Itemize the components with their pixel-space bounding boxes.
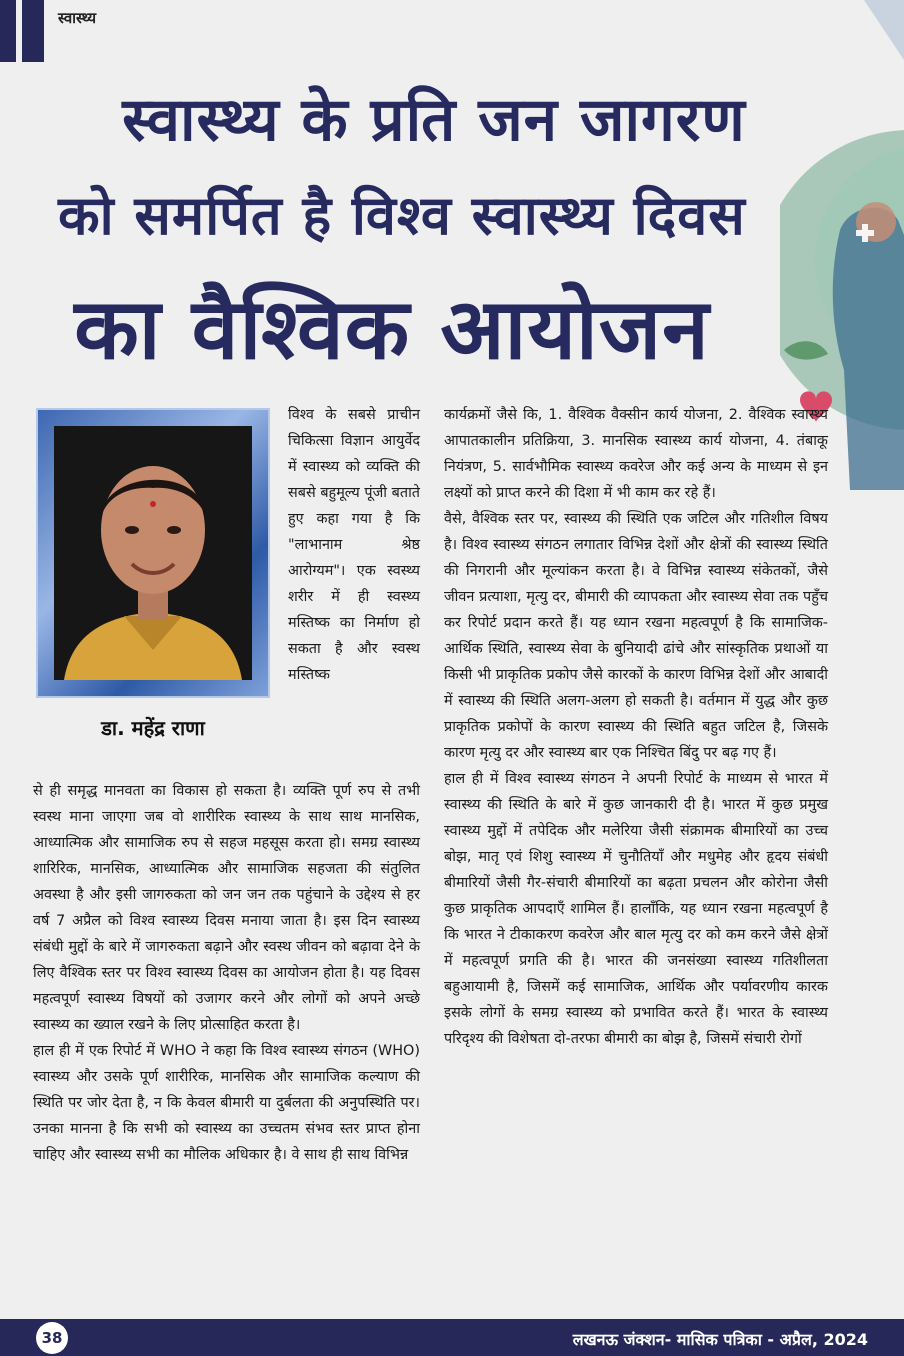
article-paragraph: वैसे, वैश्विक स्तर पर, स्वास्थ्य की स्थिति एक जटिल और गतिशील विषय है। विश्व स्वास्थ्य संगठन लगातार विभिन्न देशों और क्षेत्रों की स्वास्थ्य स्थिति की निगरानी और मूल्यांकन करता है। वे विभिन्न स्वास्थ्य संकेतकों, जैसे जीवन प्रत्याशा, मृत्यु दर, बीमारी की व्यापकता और स्वास्थ्य सेवा तक पहुँच कर रिपोर्ट प्रदान करते हैं। यह ध्यान रखना महत्वपूर्ण है कि सामाजिक-आर्थिक स्थिति, स्वास्थ्य सेवा के बुनियादी ढांचे और सांस्कृतिक प्रथाओं या किसी भी प्राकृतिक प्रकोप जैसे कारकों के कारण विभिन्न देशों और आबादी में स्वास्थ्य की स्थिति अलग-अलग हो सकती है। वर्तमान में युद्ध और कुछ प्राकृतिक प्रकोपों के कारण स्वास्थ्य की स्थिति बहुत जटिल है, जिसके कारण मृत्यु दर और स्वास्थ्य बार एक निश्चित बिंदु पर बढ़ गए हैं। — [444, 511, 828, 761]
section-tag-box — [22, 0, 44, 62]
article-paragraph: कार्यक्रमों जैसे कि, 1. वैश्विक वैक्सीन कार्य योजना, 2. वैश्विक स्वास्थ्य आपातकालीन प्रतिक्रिया, 3. मानसिक स्वास्थ्य कार्य योजना, 4. तंबाकू नियंत्रण, 5. सार्वभौमिक स्वास्थ्य कवरेज और कई अन्य के माध्यम से इन लक्ष्यों को प्राप्त करने की दिशा में भी काम कर रहे हैं। — [444, 407, 828, 501]
section-tag-bar — [0, 0, 16, 62]
headline-line-3: का वैश्विक आयोजन — [74, 280, 710, 378]
author-name: डा. महेंद्र राणा — [101, 716, 205, 740]
article-column-a — [288, 402, 420, 688]
author-photo — [54, 426, 252, 680]
headline-line-1: स्वास्थ्य के प्रति जन जागरण — [122, 85, 746, 155]
article-column-b — [33, 778, 420, 1168]
corner-decoration — [864, 0, 904, 60]
author-portrait-illustration — [54, 426, 252, 680]
article-paragraph: से ही समृद्ध मानवता का विकास हो सकता है। व्यक्ति पूर्ण रुप से तभी स्वस्थ माना जाएगा जब वो शारीरिक स्वास्थ्य के साथ साथ मानसिक, आध्यात्मिक और सामाजिक रुप से सहज महसूस करता हो। समग्र स्वास्थ्य शारिरिक, मानसिक, आध्यात्मिक और सामाजिक सहजता की संतुलित अवस्था है और इसी जागरुकता को जन जन तक पहुंचाने के उद्देश्य से हर वर्ष 7 अप्रैल को विश्व स्वास्थ्य दिवस मनाया जाता है। इस दिन स्वास्थ्य संबंधी मुद्दों के बारे में जागरुकता बढ़ाने और स्वस्थ जीवन को बढ़ावा देने के लिए वैश्विक स्तर पर विश्व स्वास्थ्य दिवस का आयोजन होता है। यह दिवस महत्वपूर्ण स्वास्थ्य विषयों को उजागर करने और लोगों को अपने अच्छे स्वास्थ्य का ख्याल रखने के लिए प्रोत्साहित करता है। — [33, 783, 420, 1033]
author-photo-frame — [36, 408, 270, 698]
article-paragraph: विश्व के सबसे प्राचीन चिकित्सा विज्ञान आयुर्वेद में स्वास्थ्य को व्यक्ति की सबसे बहुमूल्य पूंजी बताते हुए कहा गया है कि "लाभानाम श्रेष्ठ आरोग्यम"। एक स्वस्थ्य शरीर में ही स्वस्थ्य मस्तिष्क का निर्माण हो सकता है और स्वस्थ मस्तिष्क — [288, 407, 420, 683]
article-column-c — [444, 402, 828, 1052]
section-tag: स्वास्थ्य — [58, 9, 97, 27]
publication-name: लखनऊ जंक्शन- मासिक पत्रिका - अप्रैल, 2024 — [572, 1330, 868, 1349]
article-paragraph: हाल ही में विश्व स्वास्थ्य संगठन ने अपनी रिपोर्ट के माध्यम से भारत में स्वास्थ्य की स्थिति के बारे में कुछ जानकारी दी है। भारत में कुछ प्रमुख स्वास्थ्य मुद्दों में तपेदिक और मलेरिया जैसी संक्रामक बीमारियों का उच्च बोझ, मातृ एवं शिशु स्वास्थ्य में चुनौतियाँ और मधुमेह और हृदय संबंधी बीमारियों जैसी गैर-संचारी बीमारियों का बढ़ता प्रचलन और कोरोना जैसी कुछ प्राकृतिक आपदाएँ शामिल हैं। हालाँकि, यह ध्यान रखना महत्वपूर्ण है कि भारत ने टीकाकरण कवरेज और बाल मृत्यु दर को कम करने जैसे क्षेत्रों में महत्वपूर्ण प्रगति की है। भारत की जनसंख्या स्वास्थ्य गतिशीलता बहुआयामी है, जिसमें कई सामाजिक, आर्थिक और पर्यावरणीय कारक इसके लोगों के समग्र स्वास्थ्य को प्रभावित करते हैं। भारत के स्वास्थ्य परिदृश्य की विशेषता दो-तरफा बीमारी का बोझ है, जिसमें संचारी रोगों — [444, 771, 828, 1047]
page-number: 38 — [36, 1322, 68, 1354]
article-paragraph: हाल ही में एक रिपोर्ट में WHO ने कहा कि विश्व स्वास्थ्य संगठन (WHO) स्वास्थ्य और उसके पूर्ण शारीरिक, मानसिक और सामाजिक कल्याण की स्थिति पर जोर देता है, न कि केवल बीमारी या दुर्बलता की अनुपस्थिति पर। उनका मानना है कि सभी को स्वास्थ्य का उच्चतम संभव स्तर प्राप्त होना चाहिए और स्वास्थ्य सभी का मौलिक अधिकार है। वे साथ ही साथ विभिन्न — [33, 1043, 420, 1163]
headline-line-2: को समर्पित है विश्व स्वास्थ्य दिवस — [58, 184, 746, 247]
